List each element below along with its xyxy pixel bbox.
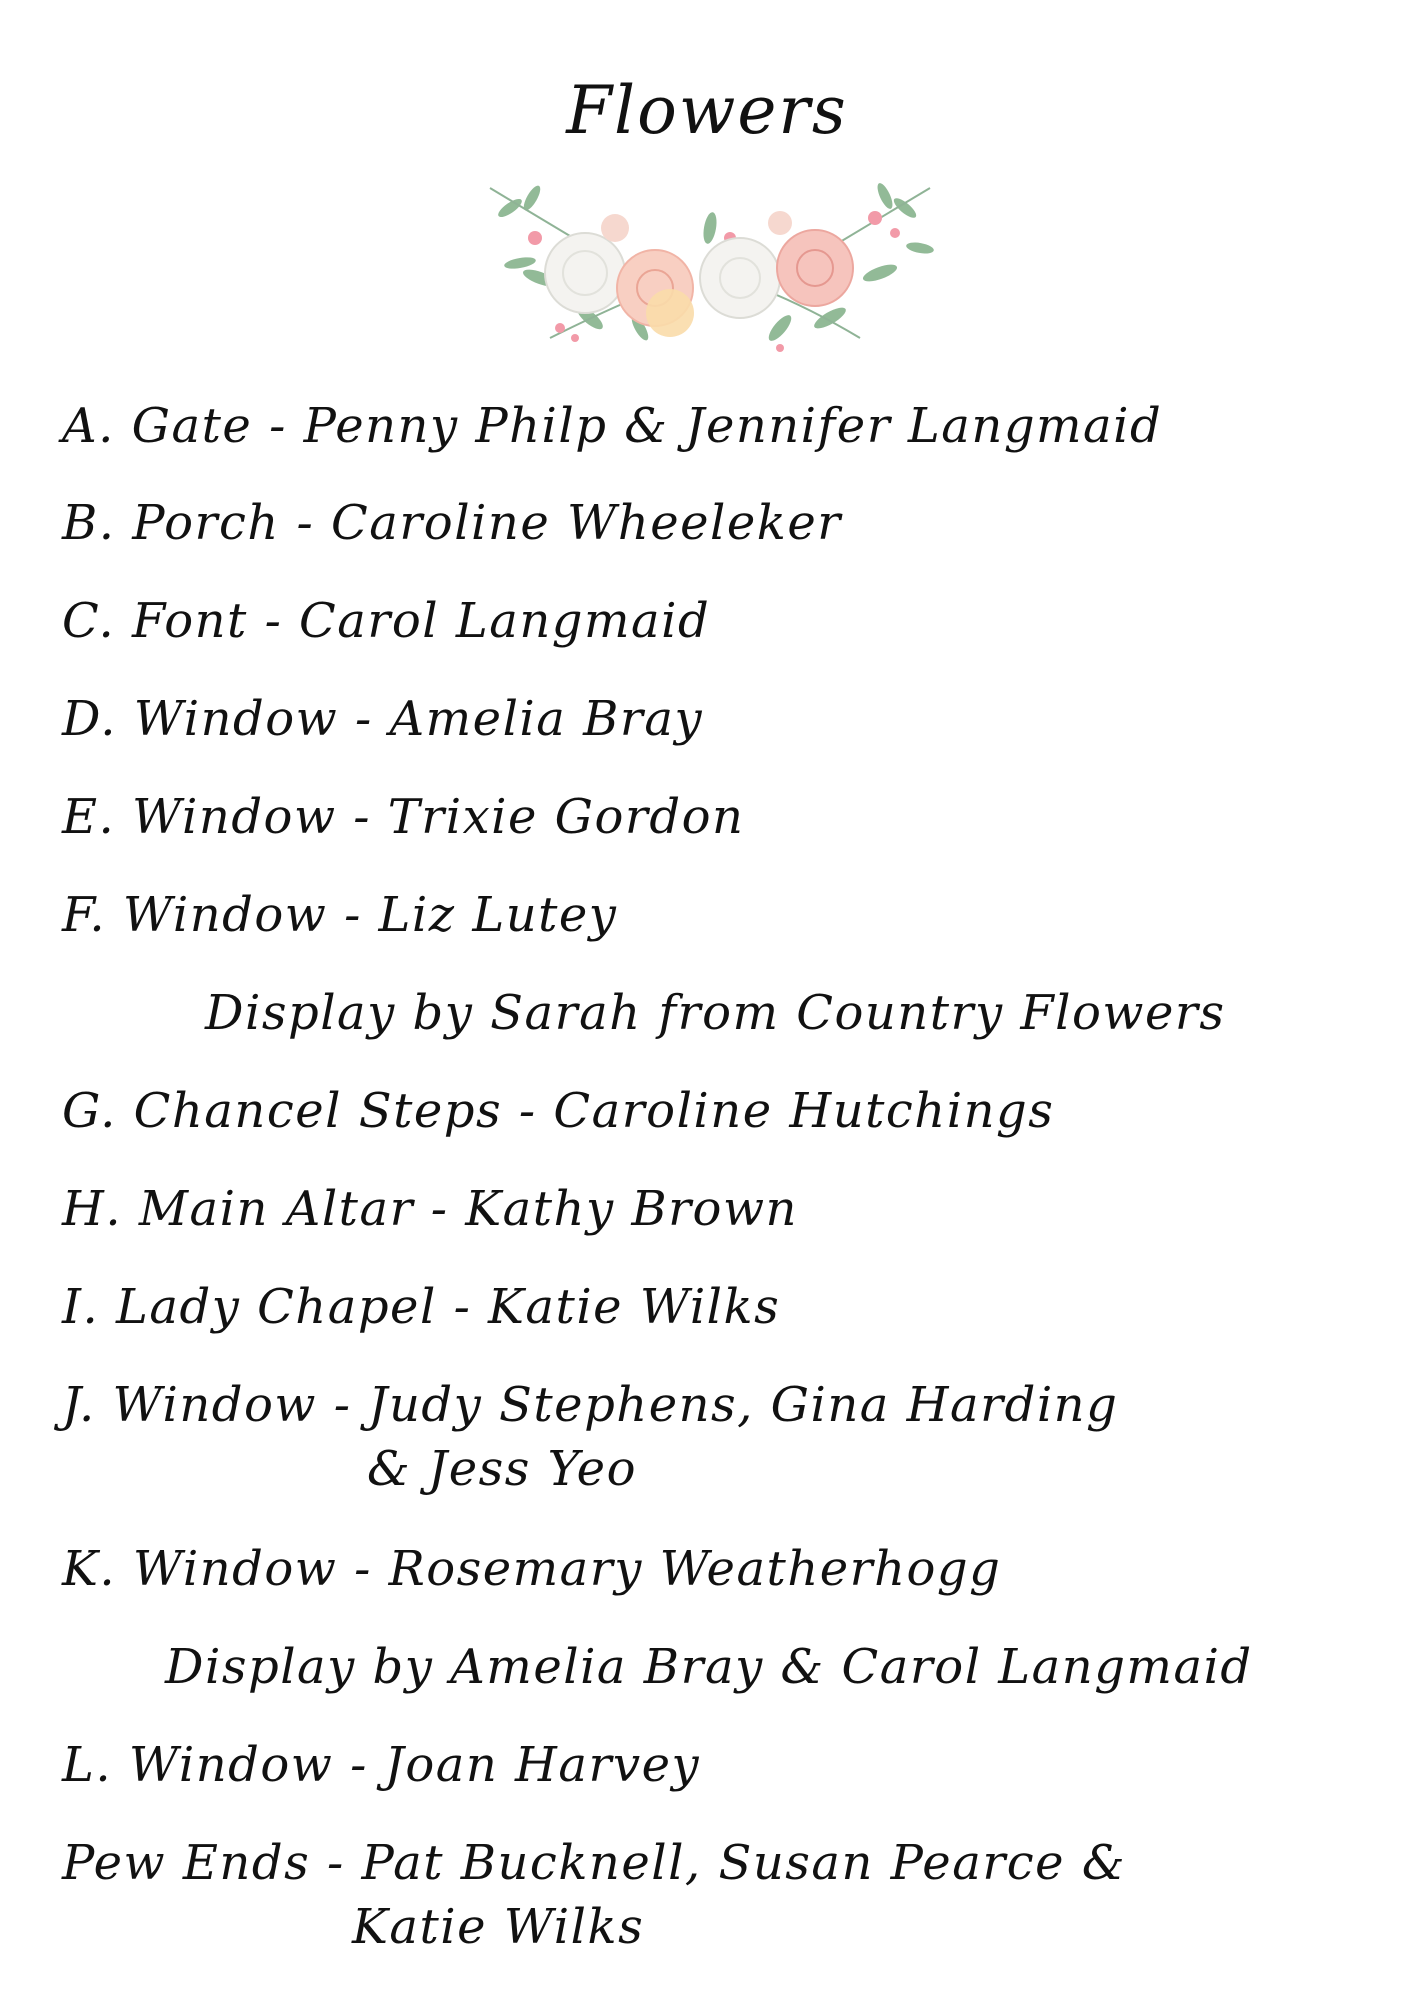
entry-text: F. Window - Liz Lutey <box>62 887 618 943</box>
entry-continuation: & Jess Yeo <box>367 1441 637 1497</box>
list-item <box>62 1373 1118 1501</box>
entry-text: Pew Ends - Pat Bucknell, Susan Pearce & <box>62 1835 1127 1891</box>
list-item <box>62 394 1162 458</box>
entry-text: H. Main Altar - Kathy Brown <box>62 1181 798 1237</box>
entry-text: C. Font - Carol Langmaid <box>62 593 711 649</box>
entry-text: Display by Sarah from Country Flowers <box>205 985 1226 1041</box>
list-item <box>62 687 703 751</box>
list-item <box>62 1537 1001 1601</box>
entry-text: I. Lady Chapel - Katie Wilks <box>62 1279 781 1335</box>
list-item <box>62 1079 1054 1143</box>
entry-text: E. Window - Trixie Gordon <box>62 789 745 845</box>
list-item <box>62 1177 798 1241</box>
list-item <box>62 491 842 555</box>
list-item <box>62 589 710 653</box>
list-item <box>62 1733 700 1797</box>
list-item <box>62 1275 780 1339</box>
entry-text: D. Window - Amelia Bray <box>62 691 704 747</box>
entry-text: K. Window - Rosemary Weatherhogg <box>62 1541 1002 1597</box>
list-item <box>62 883 617 947</box>
page-title: Flowers <box>566 72 848 149</box>
display-note <box>165 1635 1253 1699</box>
list-item <box>62 1831 1126 1959</box>
floral-garland-icon <box>480 168 940 358</box>
entry-text: L. Window - Joan Harvey <box>62 1737 701 1793</box>
entry-text: A. Gate - Penny Philp & Jennifer Langmaid <box>62 398 1163 454</box>
entry-text: G. Chancel Steps - Caroline Hutchings <box>62 1083 1055 1139</box>
entry-continuation: Katie Wilks <box>352 1899 645 1955</box>
display-note <box>205 981 1225 1045</box>
entry-text: B. Porch - Caroline Wheeleker <box>62 495 842 551</box>
entry-text: Display by Amelia Bray & Carol Langmaid <box>165 1639 1253 1695</box>
entry-text: J. Window - Judy Stephens, Gina Harding <box>62 1377 1119 1433</box>
list-item <box>62 785 744 849</box>
